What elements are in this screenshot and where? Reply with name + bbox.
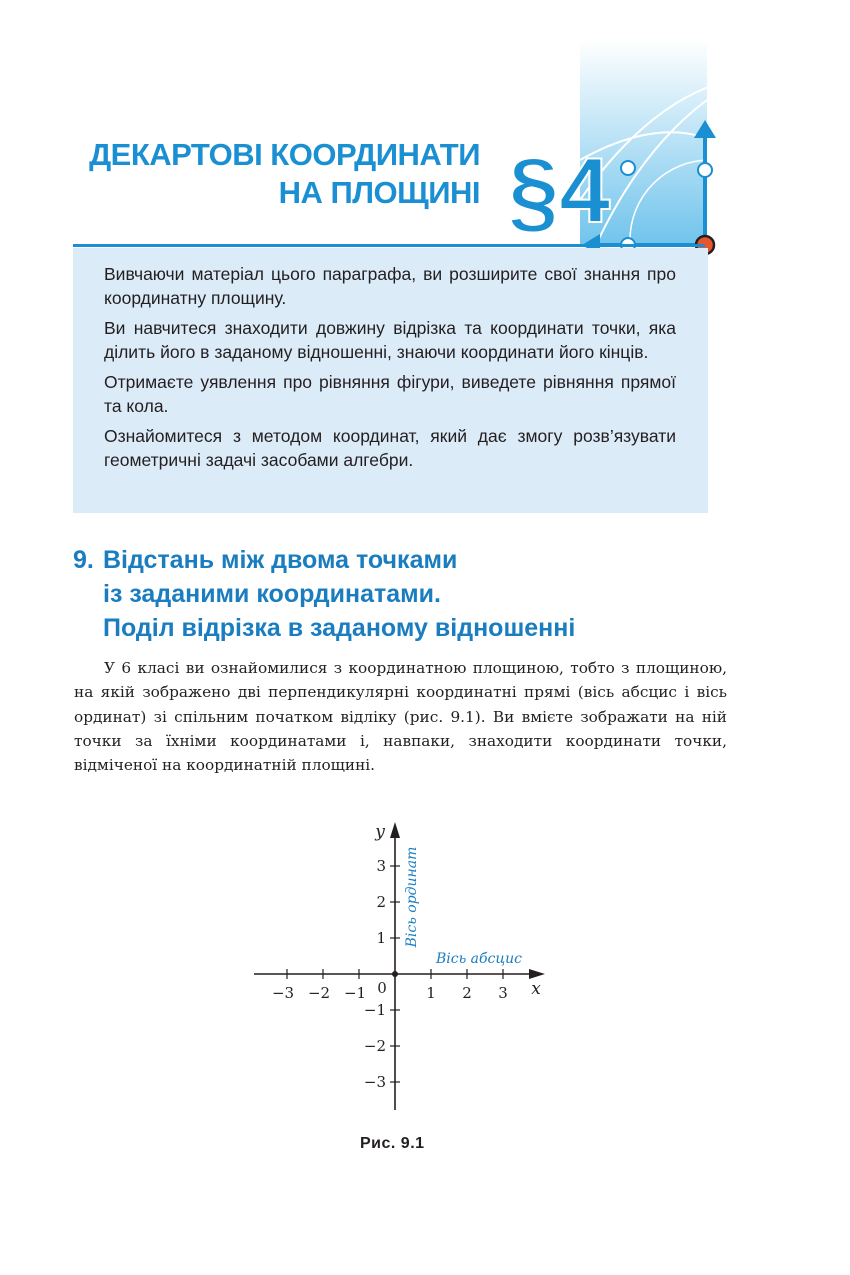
x-axis-label: Вісь абсцис (435, 951, 523, 967)
x-tick-label: −3 (271, 984, 295, 1002)
y-tick-label: −1 (363, 1001, 386, 1019)
origin-point (392, 971, 398, 977)
intro-text (104, 262, 676, 478)
x-axis-arrow-icon (529, 969, 545, 979)
chapter-title-line-2: НА ПЛОЩИНІ (278, 175, 480, 210)
x-tick-label: −1 (343, 984, 367, 1002)
section-title-line-2: із заданими координатами. (103, 580, 441, 608)
section-title-line-3: Поділ відрізка в заданому відношенні (103, 614, 576, 642)
figure-caption: Рис. 9.1 (360, 1135, 425, 1152)
section-number: 9. (73, 546, 94, 574)
y-tick-label: −3 (363, 1073, 386, 1091)
x-axis-name: x (531, 979, 541, 999)
emblem-point (621, 161, 635, 175)
y-axis-label: Вісь ординат (404, 846, 420, 948)
chapter-title-line-1: ДЕКАРТОВІ КООРДИНАТИ (89, 137, 480, 172)
x-tick-label: 3 (498, 984, 508, 1002)
y-tick-label: −2 (363, 1037, 386, 1055)
x-tick-label: 1 (426, 984, 436, 1002)
y-axis-name: y (375, 822, 385, 842)
chapter-title (89, 136, 480, 212)
y-tick-label: 3 (376, 857, 386, 875)
emblem-point (698, 163, 712, 177)
intro-paragraph: Отримаєте уявлення про рівняння фігури, виведете рівняння прямої та кола. (104, 372, 676, 416)
section-heading (73, 543, 575, 645)
intro-paragraph: Вивчаючи матеріал цього параграфа, ви розширите свої знання про координатну площину. (104, 264, 676, 308)
y-tick-label: 1 (376, 929, 386, 947)
chapter-number: §4 (508, 140, 611, 242)
x-tick-label: −2 (307, 984, 331, 1002)
coordinate-plane-figure (240, 815, 560, 1125)
intro-paragraph: Ви навчитеся знаходити довжину відрізка та координати точки, яка ділить його в заданому відношенні, знаючи координати його кінців. (104, 318, 676, 362)
header-rule (73, 244, 705, 247)
origin-label: 0 (377, 979, 387, 997)
chapter-emblem (500, 40, 730, 270)
y-axis-arrow-icon (390, 822, 400, 838)
x-tick-label: 2 (462, 984, 472, 1002)
body-paragraph: У 6 класі ви ознайомилися з координатною площиною, тобто з площиною, на якій зображено дві перпендикулярні координатні прямі (вісь абсцис і вісь ординат) зі спільним початком відліку (рис. 9.1). Ви вмієте зображати на ній точки за їхніми координатами і, навпаки, знаходити координати точки, відміченої на координатній площині. (74, 659, 727, 775)
intro-paragraph: Ознайомитеся з методом координат, який дає змогу розв’язувати геометричні задачі засобами алгебри. (104, 426, 676, 470)
y-tick-label: 2 (376, 893, 386, 911)
section-title-line-1: Відстань між двома точками (103, 546, 458, 574)
